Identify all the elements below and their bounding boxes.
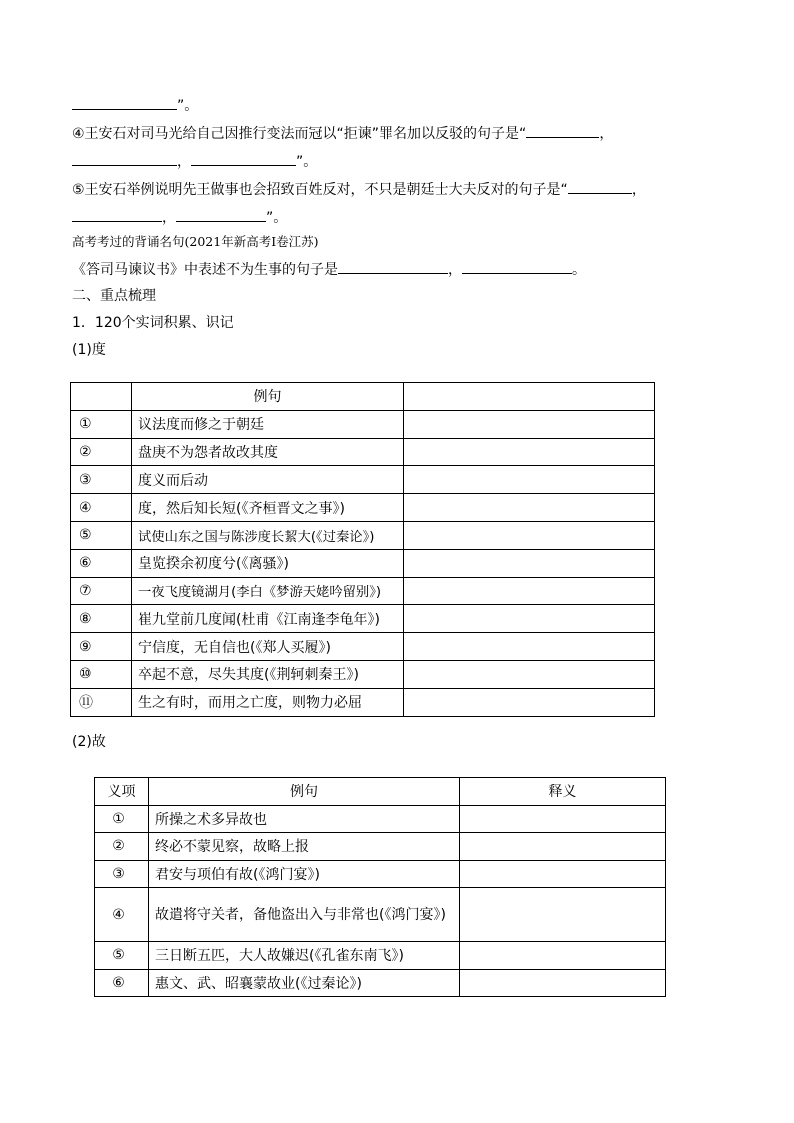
example-sentence: 盘庚不为怨者故改其度 — [132, 438, 404, 466]
question-5-text: ⑤王安石举例说明先王做事也会招致百姓反对，不只是朝廷士大夫反对的句子是“ — [72, 182, 568, 198]
answer-blank[interactable] — [72, 206, 162, 222]
row-number: ② — [71, 438, 132, 466]
section-heading: 二、重点梳理 — [72, 288, 156, 304]
table-row — [71, 494, 655, 522]
row-number: ③ — [95, 860, 149, 888]
table-header-row — [95, 778, 666, 806]
example-sentence: 试使山东之国与陈涉度长絜大(《过秦论》) — [132, 521, 404, 549]
question-4-text: ④王安石对司马光给自己因推行变法而冠以“拒谏”罪名加以反驳的句子是“ — [72, 126, 527, 142]
line-5: ， ”。 — [72, 206, 287, 228]
row-number: ⑥ — [95, 969, 149, 997]
table-row — [71, 521, 655, 549]
table-row — [95, 942, 666, 970]
example-sentence: 生之有时，而用之亡度，则物力必屈 — [132, 688, 404, 716]
header-cell — [71, 383, 132, 411]
table-row — [95, 860, 666, 888]
header-cell: 义项 — [95, 778, 149, 806]
word-heading-gu: (2)故 — [72, 734, 106, 750]
table-row — [71, 688, 655, 716]
meaning-cell[interactable] — [460, 942, 666, 970]
example-sentence: 度，然后知长短(《齐桓晋文之事》) — [132, 494, 404, 522]
table-row — [95, 969, 666, 997]
meaning-cell[interactable] — [460, 969, 666, 997]
answer-blank[interactable] — [462, 258, 572, 274]
table-gu — [94, 777, 666, 997]
meaning-cell[interactable] — [404, 577, 655, 605]
subsection-heading: 1．120个实词积累、识记 — [72, 315, 234, 331]
example-sentence: 三日断五匹，大人故嫌迟(《孔雀东南飞》) — [149, 942, 460, 970]
word-heading-du: (1)度 — [72, 342, 106, 358]
table-row — [71, 466, 655, 494]
line-2: ④王安石对司马光给自己因推行变法而冠以“拒谏”罪名加以反驳的句子是“ ， — [72, 122, 613, 144]
exam-note: 高考考过的背诵名句(2021年新高考Ⅰ卷江苏) — [72, 234, 319, 249]
line-4: ⑤王安石举例说明先王做事也会招致百姓反对，不只是朝廷士大夫反对的句子是“ ， — [72, 178, 646, 200]
row-number: ⑥ — [71, 549, 132, 577]
meaning-cell[interactable] — [404, 633, 655, 661]
meaning-cell[interactable] — [404, 549, 655, 577]
row-number: ⑧ — [71, 605, 132, 633]
example-sentence: 终必不蒙见察，故略上报 — [149, 833, 460, 861]
meaning-cell[interactable] — [404, 660, 655, 688]
row-number: ⑤ — [71, 521, 132, 549]
meaning-cell[interactable] — [404, 410, 655, 438]
meaning-cell[interactable] — [460, 805, 666, 833]
example-sentence: 惠文、武、昭襄蒙故业(《过秦论》) — [149, 969, 460, 997]
row-number: ① — [71, 410, 132, 438]
table-row — [71, 549, 655, 577]
row-number: ② — [95, 833, 149, 861]
meaning-cell[interactable] — [460, 860, 666, 888]
example-sentence: 崔九堂前几度闻(杜甫《江南逢李龟年》) — [132, 605, 404, 633]
meaning-cell[interactable] — [404, 466, 655, 494]
header-cell: 释义 — [460, 778, 666, 806]
example-sentence: 皇览揆余初度兮(《离骚》) — [132, 549, 404, 577]
example-sentence: 卒起不意，尽失其度(《荆轲刺秦王》) — [132, 660, 404, 688]
example-sentence: 君安与项伯有故(《鸿门宴》) — [149, 860, 460, 888]
answer-blank[interactable] — [72, 150, 177, 166]
recitation-question: 《答司马谏议书》中表述不为生事的句子是 — [72, 262, 338, 278]
row-number: ⑪ — [71, 688, 132, 716]
row-number: ⑨ — [71, 633, 132, 661]
table-header-row — [71, 383, 655, 411]
row-number: ⑦ — [71, 577, 132, 605]
answer-blank[interactable] — [191, 150, 296, 166]
table-row — [71, 438, 655, 466]
header-cell — [404, 383, 655, 411]
table-row — [95, 805, 666, 833]
line-3: ， ”。 — [72, 150, 317, 172]
answer-blank[interactable] — [526, 122, 599, 138]
example-sentence: 度义而后动 — [132, 466, 404, 494]
meaning-cell[interactable] — [460, 833, 666, 861]
line-1: ”。 — [72, 94, 198, 116]
header-cell: 例句 — [132, 383, 404, 411]
row-number: ③ — [71, 466, 132, 494]
row-number: ⑩ — [71, 660, 132, 688]
meaning-cell[interactable] — [404, 438, 655, 466]
answer-blank[interactable] — [72, 94, 177, 110]
table-row — [95, 888, 666, 942]
answer-blank[interactable] — [176, 206, 266, 222]
meaning-cell[interactable] — [404, 494, 655, 522]
table-row — [95, 833, 666, 861]
example-sentence: 宁信度，无自信也(《郑人买履》) — [132, 633, 404, 661]
table-row — [71, 577, 655, 605]
row-number: ④ — [95, 888, 149, 942]
table-du — [70, 382, 655, 717]
table-row — [71, 660, 655, 688]
answer-blank[interactable] — [338, 258, 448, 274]
row-number: ① — [95, 805, 149, 833]
table-row — [71, 605, 655, 633]
line-7: 《答司马谏议书》中表述不为生事的句子是 ， 。 — [72, 258, 586, 280]
example-sentence: 故遣将守关者，备他盗出入与非常也(《鸿门宴》) — [149, 888, 460, 942]
example-sentence: 议法度而修之于朝廷 — [132, 410, 404, 438]
table-row — [71, 633, 655, 661]
row-number: ⑤ — [95, 942, 149, 970]
answer-blank[interactable] — [568, 178, 632, 194]
example-sentence: 所操之术多异故也 — [149, 805, 460, 833]
example-sentence: 一夜飞度镜湖月(李白《梦游天姥吟留别》) — [132, 577, 404, 605]
row-number: ④ — [71, 494, 132, 522]
header-cell: 例句 — [149, 778, 460, 806]
meaning-cell[interactable] — [404, 688, 655, 716]
meaning-cell[interactable] — [460, 888, 666, 942]
meaning-cell[interactable] — [404, 605, 655, 633]
table-row — [71, 410, 655, 438]
meaning-cell[interactable] — [404, 521, 655, 549]
